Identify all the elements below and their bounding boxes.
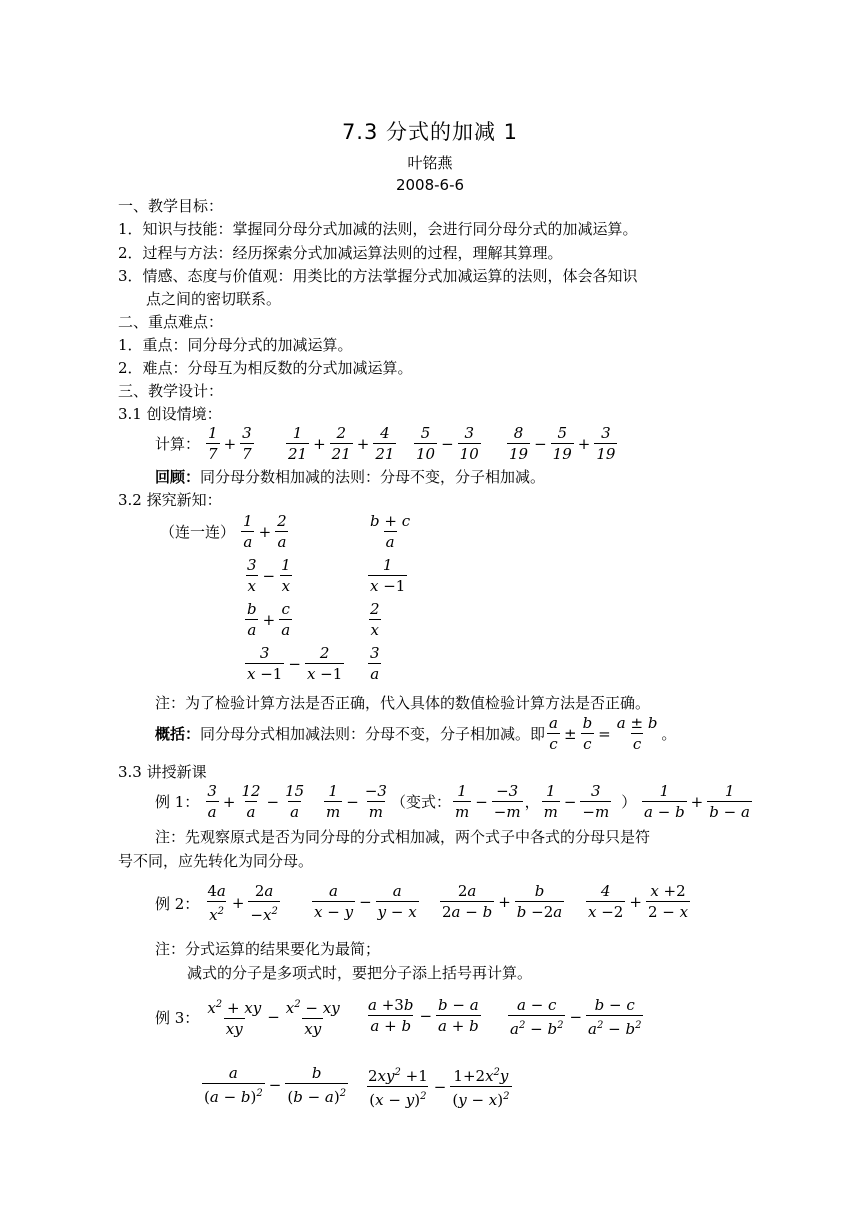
page-title: 7.3 分式的加减 1 bbox=[341, 120, 519, 144]
review-label: 回顾： bbox=[155, 468, 201, 486]
calc-row: 计算： $\frac{1}{7}$ + $\frac{3}{7}$ bbox=[155, 424, 252, 463]
connect-left-4: $\frac{3}{x -1}$ − $\frac{2}{x -1}$ bbox=[247, 644, 343, 683]
connect-left-1: （连一连） $\frac{1}{a}$ + $\frac{2}{a}$ bbox=[160, 512, 287, 551]
example-3d: $\frac{a}{(a - b)^2}$ − $\frac{b}{(b - a)^2}$ bbox=[204, 1064, 347, 1106]
review-text: 同分母分数相加减的法则：分母不变，分子相加减。 bbox=[200, 468, 546, 486]
example-2b: $\frac{a}{x - y}$ − $\frac{a}{y - x}$ bbox=[314, 882, 417, 921]
connect-right-1: $\frac{b + c}{a}$ bbox=[370, 512, 411, 551]
example-1c: $\frac{1}{a - b}$ + $\frac{1}{b - a}$ bbox=[644, 782, 750, 821]
variant-sep: ， bbox=[524, 793, 540, 811]
summary-label: 概括： bbox=[155, 725, 201, 743]
author: 叶铭燕 bbox=[407, 154, 453, 172]
example-3b: $\frac{a +3b}{a + b}$ − $\frac{b - a}{a + b}$ bbox=[368, 996, 479, 1035]
example-2d: $\frac{4}{x -2}$ + $\frac{x +2}{2 - x}$ bbox=[588, 882, 689, 921]
example-2: 例 2： $\frac{4a}{x^2}$ + $\frac{2a}{-x^2}$ bbox=[155, 882, 278, 924]
goal-1: 1．知识与技能：掌握同分母分式加减的法则，会进行同分母分式的加减运算。 bbox=[118, 220, 638, 238]
connect-label: （连一连） bbox=[160, 523, 236, 541]
ex1-label: 例 1： bbox=[155, 793, 200, 811]
example-3c: $\frac{a - c}{a^2 - b^2}$ − $\frac{b - c}{a^2 - b^2}$ bbox=[510, 996, 642, 1038]
goal-2: 2．过程与方法：经历探索分式加减运算法则的过程，理解其算理。 bbox=[118, 244, 563, 262]
goal-3: 3．情感、态度与价值观：用类比的方法掌握分式加减运算的法则，体会各知识 bbox=[118, 267, 638, 285]
sub-3-1: 3.1 创设情境： bbox=[118, 405, 222, 423]
variant-end: ） bbox=[621, 793, 637, 811]
connect-left-2: $\frac{3}{x}$ − $\frac{1}{x}$ bbox=[247, 556, 291, 595]
variant-label: （变式： bbox=[390, 793, 451, 811]
calc-expr-4: $\frac{8}{19}$ − $\frac{5}{19}$ + $\frac{3}{19}$ bbox=[509, 424, 616, 463]
key-point: 1．重点：同分母分式的加减运算。 bbox=[118, 336, 353, 354]
calc-expr-3: $\frac{5}{10}$ − $\frac{3}{10}$ bbox=[416, 424, 479, 463]
connect-right-2: $\frac{1}{x -1}$ bbox=[370, 556, 406, 595]
note-2a: 注：先观察原式是否为同分母的分式相加减，两个式子中各式的分母只是符 bbox=[155, 828, 651, 846]
example-1b: $\frac{1}{m}$ − $\frac{-3}{m}$ （变式： $\frac{1}{m}$ − $\frac{-3}{-m}$ ， $\frac{1}{m}$ − $\frac{3}{-m}$ ） bbox=[326, 782, 637, 821]
ex2-label: 例 2： bbox=[155, 894, 200, 913]
example-3e: $\frac{2xy^2 +1}{(x - y)^2}$ − $\frac{1+2x^2y}{(y - x)^2}$ bbox=[368, 1067, 510, 1109]
calc-label: 计算： bbox=[155, 435, 201, 453]
example-1: 例 1： $\frac{3}{a}$ + $\frac{12}{a}$ − $\frac{15}{a}$ bbox=[155, 782, 305, 821]
goal-3-cont: 点之间的密切联系。 bbox=[146, 290, 282, 308]
note-2b: 号不同，应先转化为同分母。 bbox=[118, 852, 314, 870]
summary-text: 同分母分式相加减法则：分母不变，分子相加减。即 bbox=[200, 725, 546, 743]
date: 2008-6-6 bbox=[395, 176, 465, 194]
review-line bbox=[155, 466, 545, 488]
note-3a: 注：分式运算的结果要化为最简； bbox=[155, 940, 381, 958]
note-1: 注：为了检验计算方法是否正确，代入具体的数值检验计算方法是否正确。 bbox=[155, 694, 651, 712]
summary-line: 概括： 同分母分式相加减法则：分母不变，分子相加减。即 $\frac{a}{c}$ ± $\frac{b}{c}$ = $\frac{a \pm b}{c}$ 。 bbox=[155, 714, 677, 753]
section-2-heading: 二、重点难点： bbox=[118, 313, 224, 331]
sub-3-3: 3.3 讲授新课 bbox=[118, 763, 207, 781]
connect-left-3: $\frac{b}{a}$ + $\frac{c}{a}$ bbox=[247, 600, 291, 639]
calc-expr-2: $\frac{1}{21}$ + $\frac{2}{21}$ + $\frac{4}{21}$ bbox=[288, 424, 395, 463]
section-1-heading: 一、教学目标： bbox=[118, 197, 224, 215]
connect-right-4: $\frac{3}{a}$ bbox=[370, 644, 380, 683]
example-3: 例 3： $\frac{x^2 + xy}{xy}$ − $\frac{x^2 - xy}{xy}$ bbox=[155, 999, 340, 1038]
ex3-label: 例 3： bbox=[155, 1008, 200, 1027]
difficulty: 2．难点：分母互为相反数的分式加减运算。 bbox=[118, 359, 413, 377]
note-3b: 减式的分子是多项式时，要把分子添上括号再计算。 bbox=[187, 964, 533, 982]
example-2c: $\frac{2a}{2a - b}$ + $\frac{b}{b -2a}$ bbox=[442, 882, 563, 921]
sub-3-2: 3.2 探究新知： bbox=[118, 491, 222, 509]
section-3-heading: 三、教学设计： bbox=[118, 382, 224, 400]
connect-right-3: $\frac{2}{x}$ bbox=[370, 600, 380, 639]
